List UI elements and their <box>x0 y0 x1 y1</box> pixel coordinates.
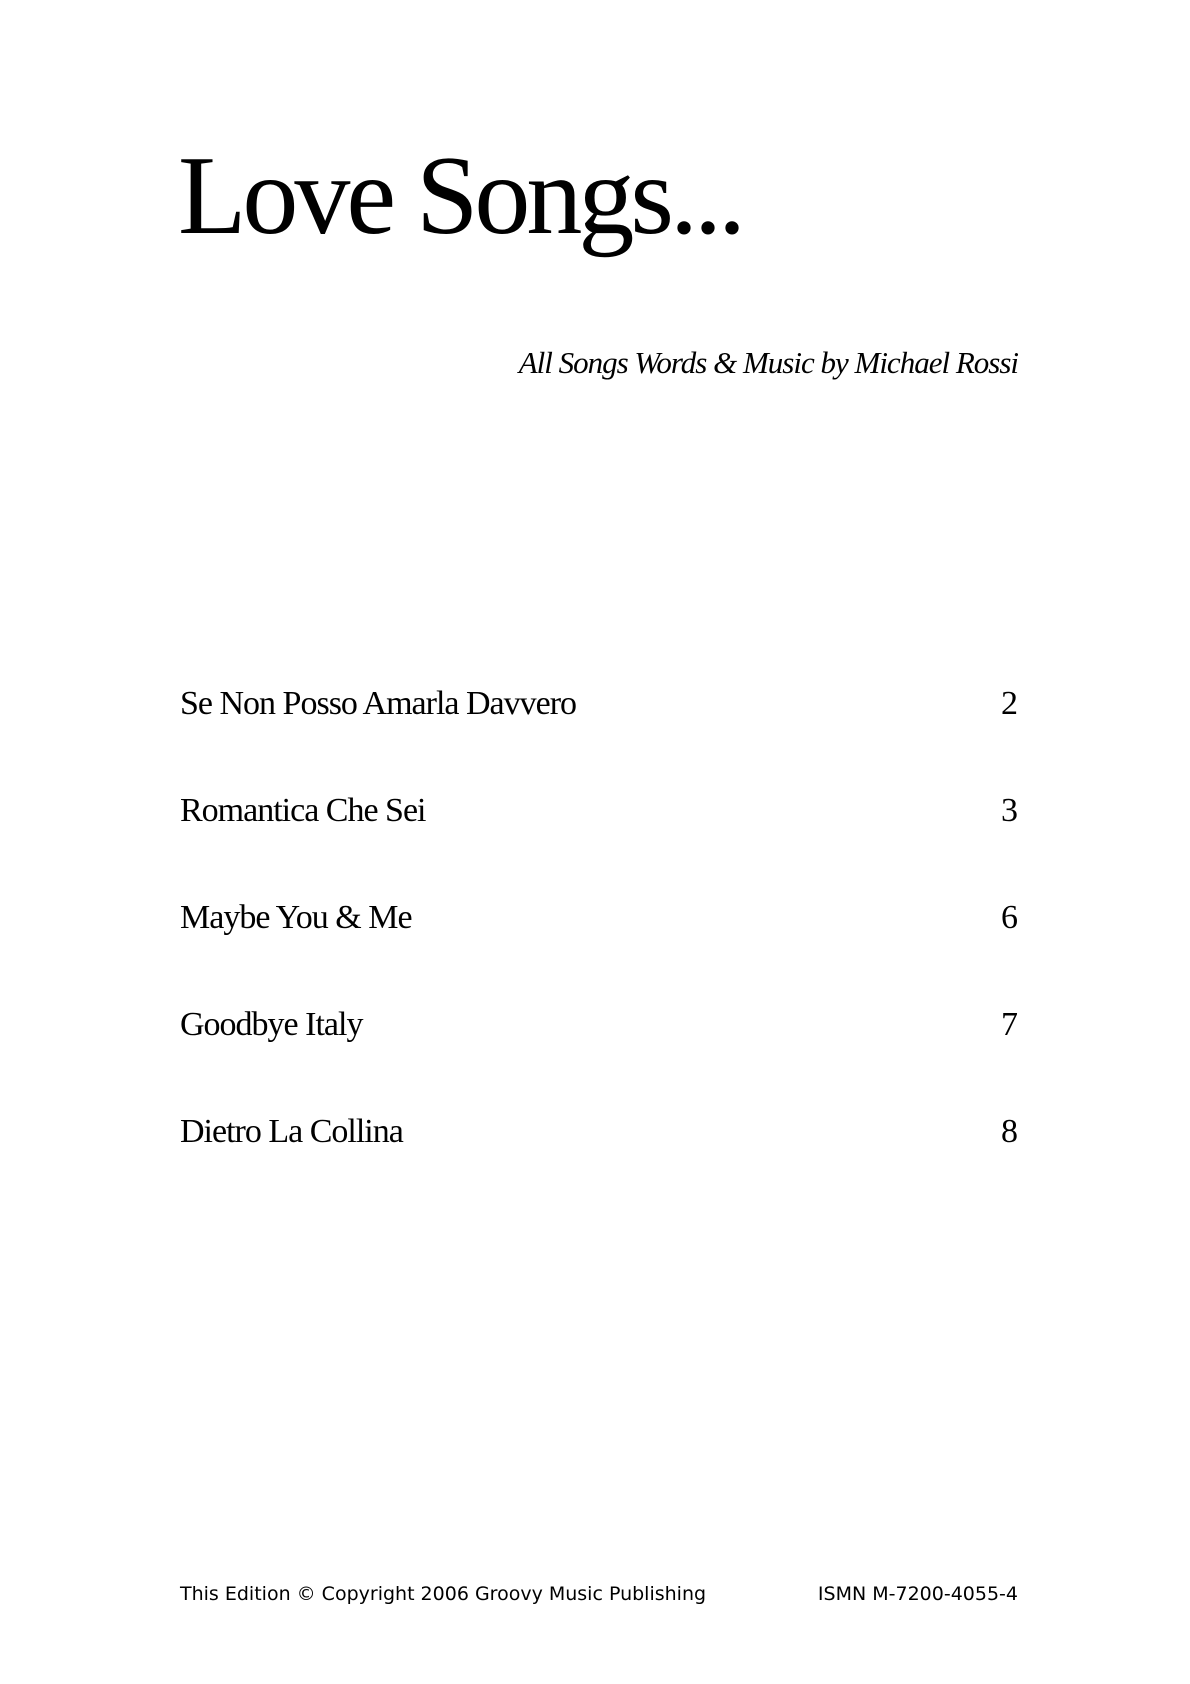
song-title: Dietro La Collina <box>180 1113 403 1150</box>
ismn-number: ISMN M-7200-4055-4 <box>817 1583 1018 1605</box>
page-number: 3 <box>1001 792 1018 829</box>
contents-row <box>180 901 1018 1008</box>
song-title: Goodbye Italy <box>180 1006 363 1043</box>
song-title: Maybe You & Me <box>180 899 412 936</box>
contents-row <box>180 1008 1018 1115</box>
page-number: 6 <box>1001 899 1018 936</box>
page-number: 8 <box>1001 1113 1018 1150</box>
page-title: Love Songs... <box>178 134 742 258</box>
page-number: 2 <box>1001 685 1018 722</box>
contents-row <box>180 1115 1018 1222</box>
contents-row <box>180 794 1018 901</box>
copyright-notice: This Edition © Copyright 2006 Groovy Music Publishing <box>180 1583 707 1605</box>
page-number: 7 <box>1001 1006 1018 1043</box>
song-title: Romantica Che Sei <box>180 792 426 829</box>
table-of-contents <box>180 687 1018 1222</box>
footer <box>180 1583 1018 1605</box>
song-title: Se Non Posso Amarla Davvero <box>180 685 577 722</box>
contents-row <box>180 687 1018 794</box>
byline: All Songs Words & Music by Michael Rossi <box>518 345 1018 380</box>
